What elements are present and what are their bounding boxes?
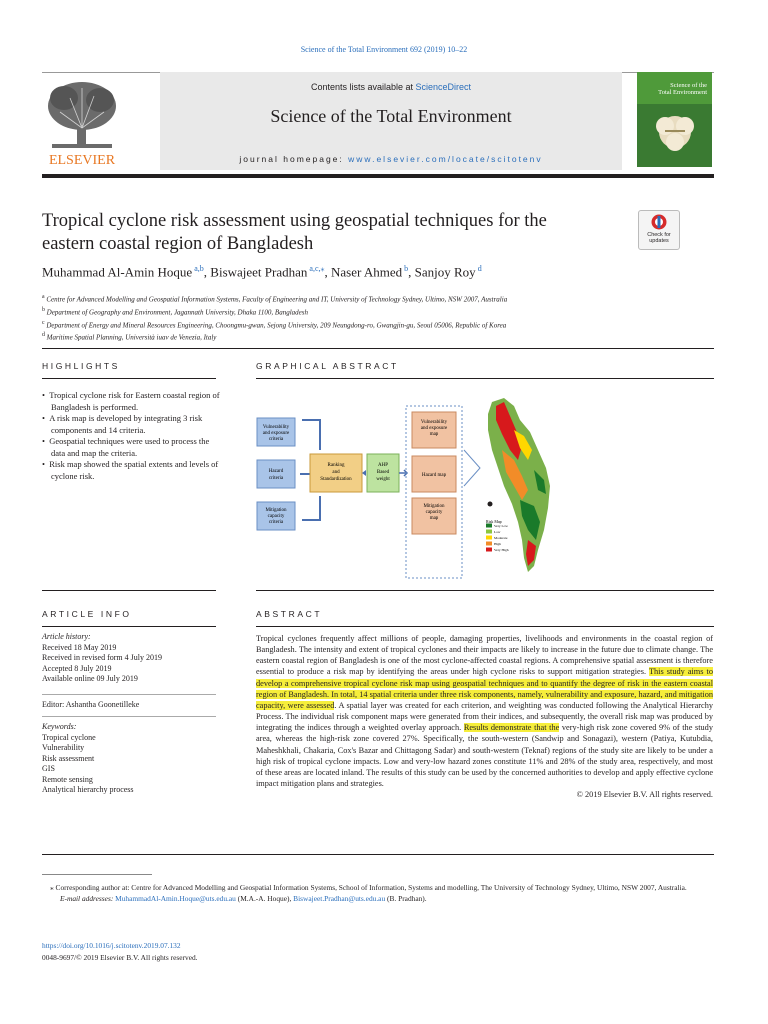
homepage-link[interactable]: www.elsevier.com/locate/scitotenv xyxy=(348,154,543,164)
affiliation-item: $^a$ Centre for Advanced Modelling and Geospatial Information Systems, Faculty of Engineering and IT, University of Technology Sydney, Ultimo, NSW 2007, Australia xyxy=(42,294,508,304)
ahp-l2: Based xyxy=(376,470,390,475)
contents-prefix: Contents lists available at xyxy=(310,82,416,92)
affiliation-item: $^c$ Department of Energy and Mineral Resources Engineering, Choongmu-gwan, Sejong University, 209 Neungdong-ro, Gwangjin-gu, Seoul 05006, Republic of Korea xyxy=(42,319,507,329)
email-link-2[interactable]: Biswajeet.Pradhan@uts.edu.au xyxy=(293,894,386,903)
author-4[interactable]: Sanjoy Roy xyxy=(414,264,476,280)
header-bottom-rule xyxy=(42,174,714,178)
hazard-map-l1: Hazard map xyxy=(421,473,447,478)
article-info-top-rule xyxy=(42,590,216,591)
doi-link[interactable]: https://doi.org/10.1016/j.scitotenv.2019.07.132 xyxy=(42,941,181,950)
history-item: Received in revised form 4 July 2019 xyxy=(42,653,162,662)
highlight-item: • Geospatial techniques were used to process the data and map the criteria. xyxy=(42,436,210,458)
hazard-criteria-box xyxy=(257,460,295,488)
vuln-criteria-l2: and exposure xyxy=(262,431,290,436)
abstract-bottom-rule xyxy=(42,854,714,855)
sciencedirect-link[interactable]: ScienceDirect xyxy=(415,82,472,92)
history-item: Accepted 8 July 2019 xyxy=(42,663,112,673)
contents-availability xyxy=(160,82,622,92)
keyword-item: Analytical hierarchy process xyxy=(42,785,134,794)
badge-line1: Check for xyxy=(647,232,671,238)
hazard-criteria-l2: criteria xyxy=(268,476,284,481)
highlight-item: • A risk map is developed by integrating 3 risk components and 14 criteria. xyxy=(42,413,203,435)
author-1-sup[interactable]: a,b xyxy=(192,264,204,273)
north-arrow-icon xyxy=(488,502,493,507)
keywords-rule xyxy=(42,716,216,717)
mitig-criteria-l1: Mitigation xyxy=(265,508,287,513)
chevron-right-icon xyxy=(464,450,480,486)
keywords xyxy=(42,722,217,796)
mitig-criteria-l3: criteria xyxy=(268,520,284,525)
flow-arrow-bottom xyxy=(302,496,320,520)
arrow-head xyxy=(362,470,366,476)
flow-arrow-top xyxy=(302,420,320,450)
corresponding-author-footnote xyxy=(42,882,714,904)
legend-swatch xyxy=(486,542,492,546)
ranking-l1: Ranking xyxy=(327,463,345,468)
legend-swatch xyxy=(486,548,492,552)
article-info-rule xyxy=(42,626,216,627)
ahp-l3: weight xyxy=(376,477,390,482)
abstract-text: . A spatial layer was created for each criterion, and weighting was conducted following the Analytical Hierarchy Process. The individual risk component maps were generated from their indices, and subsequently, the overall risk map was produced by integrating the indices through a weighted overlay approach. xyxy=(256,700,713,733)
badge-line2: updates xyxy=(649,238,669,244)
highlights-rule xyxy=(42,378,216,379)
legend-label: Low xyxy=(494,530,501,534)
author-2-sup[interactable]: a,c,⁎ xyxy=(307,264,325,273)
highlight-item: • Tropical cyclone risk for Eastern coastal region of Bangladesh is performed. xyxy=(42,390,220,412)
article-info-heading: ARTICLE INFO xyxy=(42,609,132,619)
cover-title-line2: Total Environment xyxy=(658,89,707,96)
history-item: Available online 09 July 2019 xyxy=(42,674,138,683)
legend-title: Risk Map xyxy=(486,519,502,524)
elsevier-tree-logo xyxy=(42,78,122,168)
affiliation-item: $^b$ Department of Geography and Environment, Jagannath University, Dhaka 1100, Bangladesh xyxy=(42,306,308,317)
email-link-1[interactable]: MuhammadAl-Amin.Hoque@uts.edu.au xyxy=(115,894,236,903)
email-2-owner: (B. Pradhan). xyxy=(385,894,427,903)
history-item: Received 18 May 2019 xyxy=(42,642,117,652)
abstract-text: Tropical cyclones frequently affect millions of people, damaging properties, livelihoods and environments in the coastal region of Bangladesh. The intensity and extent of tropical cyclones and their impacts are likely to increase in the future due to climate change. The eastern coastal region of Bangladesh is one of the most cyclone-affected coastal regions. A comprehensive spatial assessment is therefore essential to produce a risk map by identifying the areas under high cyclone risks to support mitigation strategies. xyxy=(256,634,713,677)
journal-reference[interactable]: Science of the Total Environment 692 (2019) 10–22 xyxy=(300,45,468,54)
ranking-l2: and xyxy=(332,470,340,475)
issn-line: 0048-9697/© 2019 Elsevier B.V. All rights reserved. xyxy=(42,953,198,962)
email-1-owner: (M.A.-A. Hoque), xyxy=(235,894,294,903)
abstract-text: very-high risk zone covered 9% of the study area, whereas the high-risk zone covered 27%. Specifically, the south-western (Sandwip and Sonagazi), western (Patiya, Kutubdia, Maheshkhali, Chakaria, Cox's Bazar and Chittagong Sadar) and south-western (Teknaf) regions of the study site are likely to be under a high risk of tropical cyclone impacts. Low and very-low hazard zones constitute 11% and 28% of the study area, respectively, and most of these areas are located inland. The results of this study can be used by the concerned authorities to develop and apply effective cyclone impact mitigation plans and strategies. xyxy=(256,723,713,789)
check-for-updates-badge[interactable] xyxy=(638,210,680,250)
legend-swatch xyxy=(486,536,492,540)
affiliation-item: $^d$ Maritime Spatial Planning, Università iuav de Venezia, Italy xyxy=(42,332,217,342)
abstract-top-rule xyxy=(256,590,714,591)
keyword-item: Tropical cyclone xyxy=(42,732,96,742)
legend-label: Very Low xyxy=(494,524,508,528)
highlights-top-rule xyxy=(42,348,714,349)
graphical-abstract-heading: GRAPHICAL ABSTRACT xyxy=(256,361,399,371)
journal-homepage xyxy=(160,154,622,164)
graphical-abstract-figure[interactable] xyxy=(252,390,562,580)
journal-title: Science of the Total Environment xyxy=(270,106,512,126)
vuln-criteria-l3: criteria xyxy=(268,437,284,442)
doi-block xyxy=(42,940,198,964)
author-sep: , xyxy=(408,264,415,280)
email-label: E-mail addresses: xyxy=(60,894,116,903)
journal-cover-thumbnail[interactable] xyxy=(637,72,712,167)
copyright: © 2019 Elsevier B.V. All rights reserved. xyxy=(576,790,713,800)
article-title-line2: eastern coastal region of Bangladesh xyxy=(42,234,314,254)
editor-rule xyxy=(42,694,216,695)
article-title-line1: Tropical cyclone risk assessment using geospatial techniques for the xyxy=(42,211,547,231)
footnote-rule xyxy=(42,874,152,875)
elsevier-wordmark: ELSEVIER xyxy=(48,153,116,168)
author-list xyxy=(42,264,482,280)
vuln-map-l2: and exposure xyxy=(420,426,448,431)
legend-swatch xyxy=(486,530,492,534)
author-3-sup[interactable]: b xyxy=(402,264,409,273)
author-3[interactable]: Naser Ahmed xyxy=(331,264,403,280)
affiliations xyxy=(42,292,507,343)
risk-legend xyxy=(486,524,509,553)
hazard-criteria-l1: Hazard xyxy=(268,469,284,474)
vuln-map-l3: map xyxy=(429,432,439,437)
mitig-map-l2: capacity xyxy=(425,510,443,515)
mitig-criteria-l2: capacity xyxy=(267,514,285,519)
abstract-heading: ABSTRACT xyxy=(256,609,323,619)
legend-label: Very High xyxy=(494,548,509,552)
crossmark-icon xyxy=(651,214,667,230)
editor: Editor: Ashantha Goonetilleke xyxy=(42,700,140,709)
abstract-body xyxy=(256,633,713,800)
homepage-prefix: journal homepage: xyxy=(239,154,349,164)
graphical-abstract-rule xyxy=(256,378,714,379)
keyword-item: Remote sensing xyxy=(42,774,93,784)
cover-flower-graphic xyxy=(653,112,697,152)
corresponding-text: ⁎ Corresponding author at: Centre for Advanced Modelling and Geospatial Information Systems, School of Information, Systems and modelling, The University of Technology Sydney, Ultimo, NSW 2007, Australia. xyxy=(50,883,687,892)
mitig-map-l3: map xyxy=(429,516,439,521)
abstract-rule xyxy=(256,626,714,627)
highlight-item: • Risk map showed the spatial extents and levels of cyclone risk. xyxy=(42,459,219,481)
author-1[interactable]: Muhammad Al-Amin Hoque xyxy=(42,264,193,280)
mitig-map-l1: Mitigation xyxy=(423,504,445,509)
highlights-list xyxy=(42,390,222,482)
vuln-criteria-l1: Vulnerability xyxy=(262,425,290,430)
legend-swatch xyxy=(486,524,492,528)
ranking-l3: Standardization xyxy=(320,477,352,482)
highlights-heading: HIGHLIGHTS xyxy=(42,361,120,371)
cover-title-line1: Science of the xyxy=(670,82,707,89)
legend-label: Moderate xyxy=(494,536,508,540)
author-sep: , xyxy=(324,264,332,280)
history-label: Article history: xyxy=(42,632,91,641)
keywords-label: Keywords: xyxy=(42,722,77,731)
vuln-map-l1: Vulnerability xyxy=(420,420,448,425)
keyword-item: Vulnerability xyxy=(42,743,85,752)
highlighted-text[interactable]: Results demonstrate that the xyxy=(463,723,560,733)
ahp-l1: AHP xyxy=(377,463,389,468)
legend-label: High xyxy=(494,542,501,546)
article-history xyxy=(42,632,217,685)
keyword-item: Risk assessment xyxy=(42,753,95,763)
author-sep: , xyxy=(203,264,211,280)
article-title xyxy=(42,210,602,256)
keyword-item: GIS xyxy=(42,764,55,773)
author-4-sup[interactable]: d xyxy=(475,264,482,273)
author-2[interactable]: Biswajeet Pradhan xyxy=(210,264,308,280)
highlighted-text[interactable]: This study aims to develop a comprehensive tropical cyclone risk map using geospatial techniques and to quantify the degree of risk in the eastern coastal region of Bangladesh. In total, 14 spatial criteria under three risk components, namely, vulnerability and exposure, hazard, and mitigation capacity, were assessed xyxy=(256,667,714,710)
